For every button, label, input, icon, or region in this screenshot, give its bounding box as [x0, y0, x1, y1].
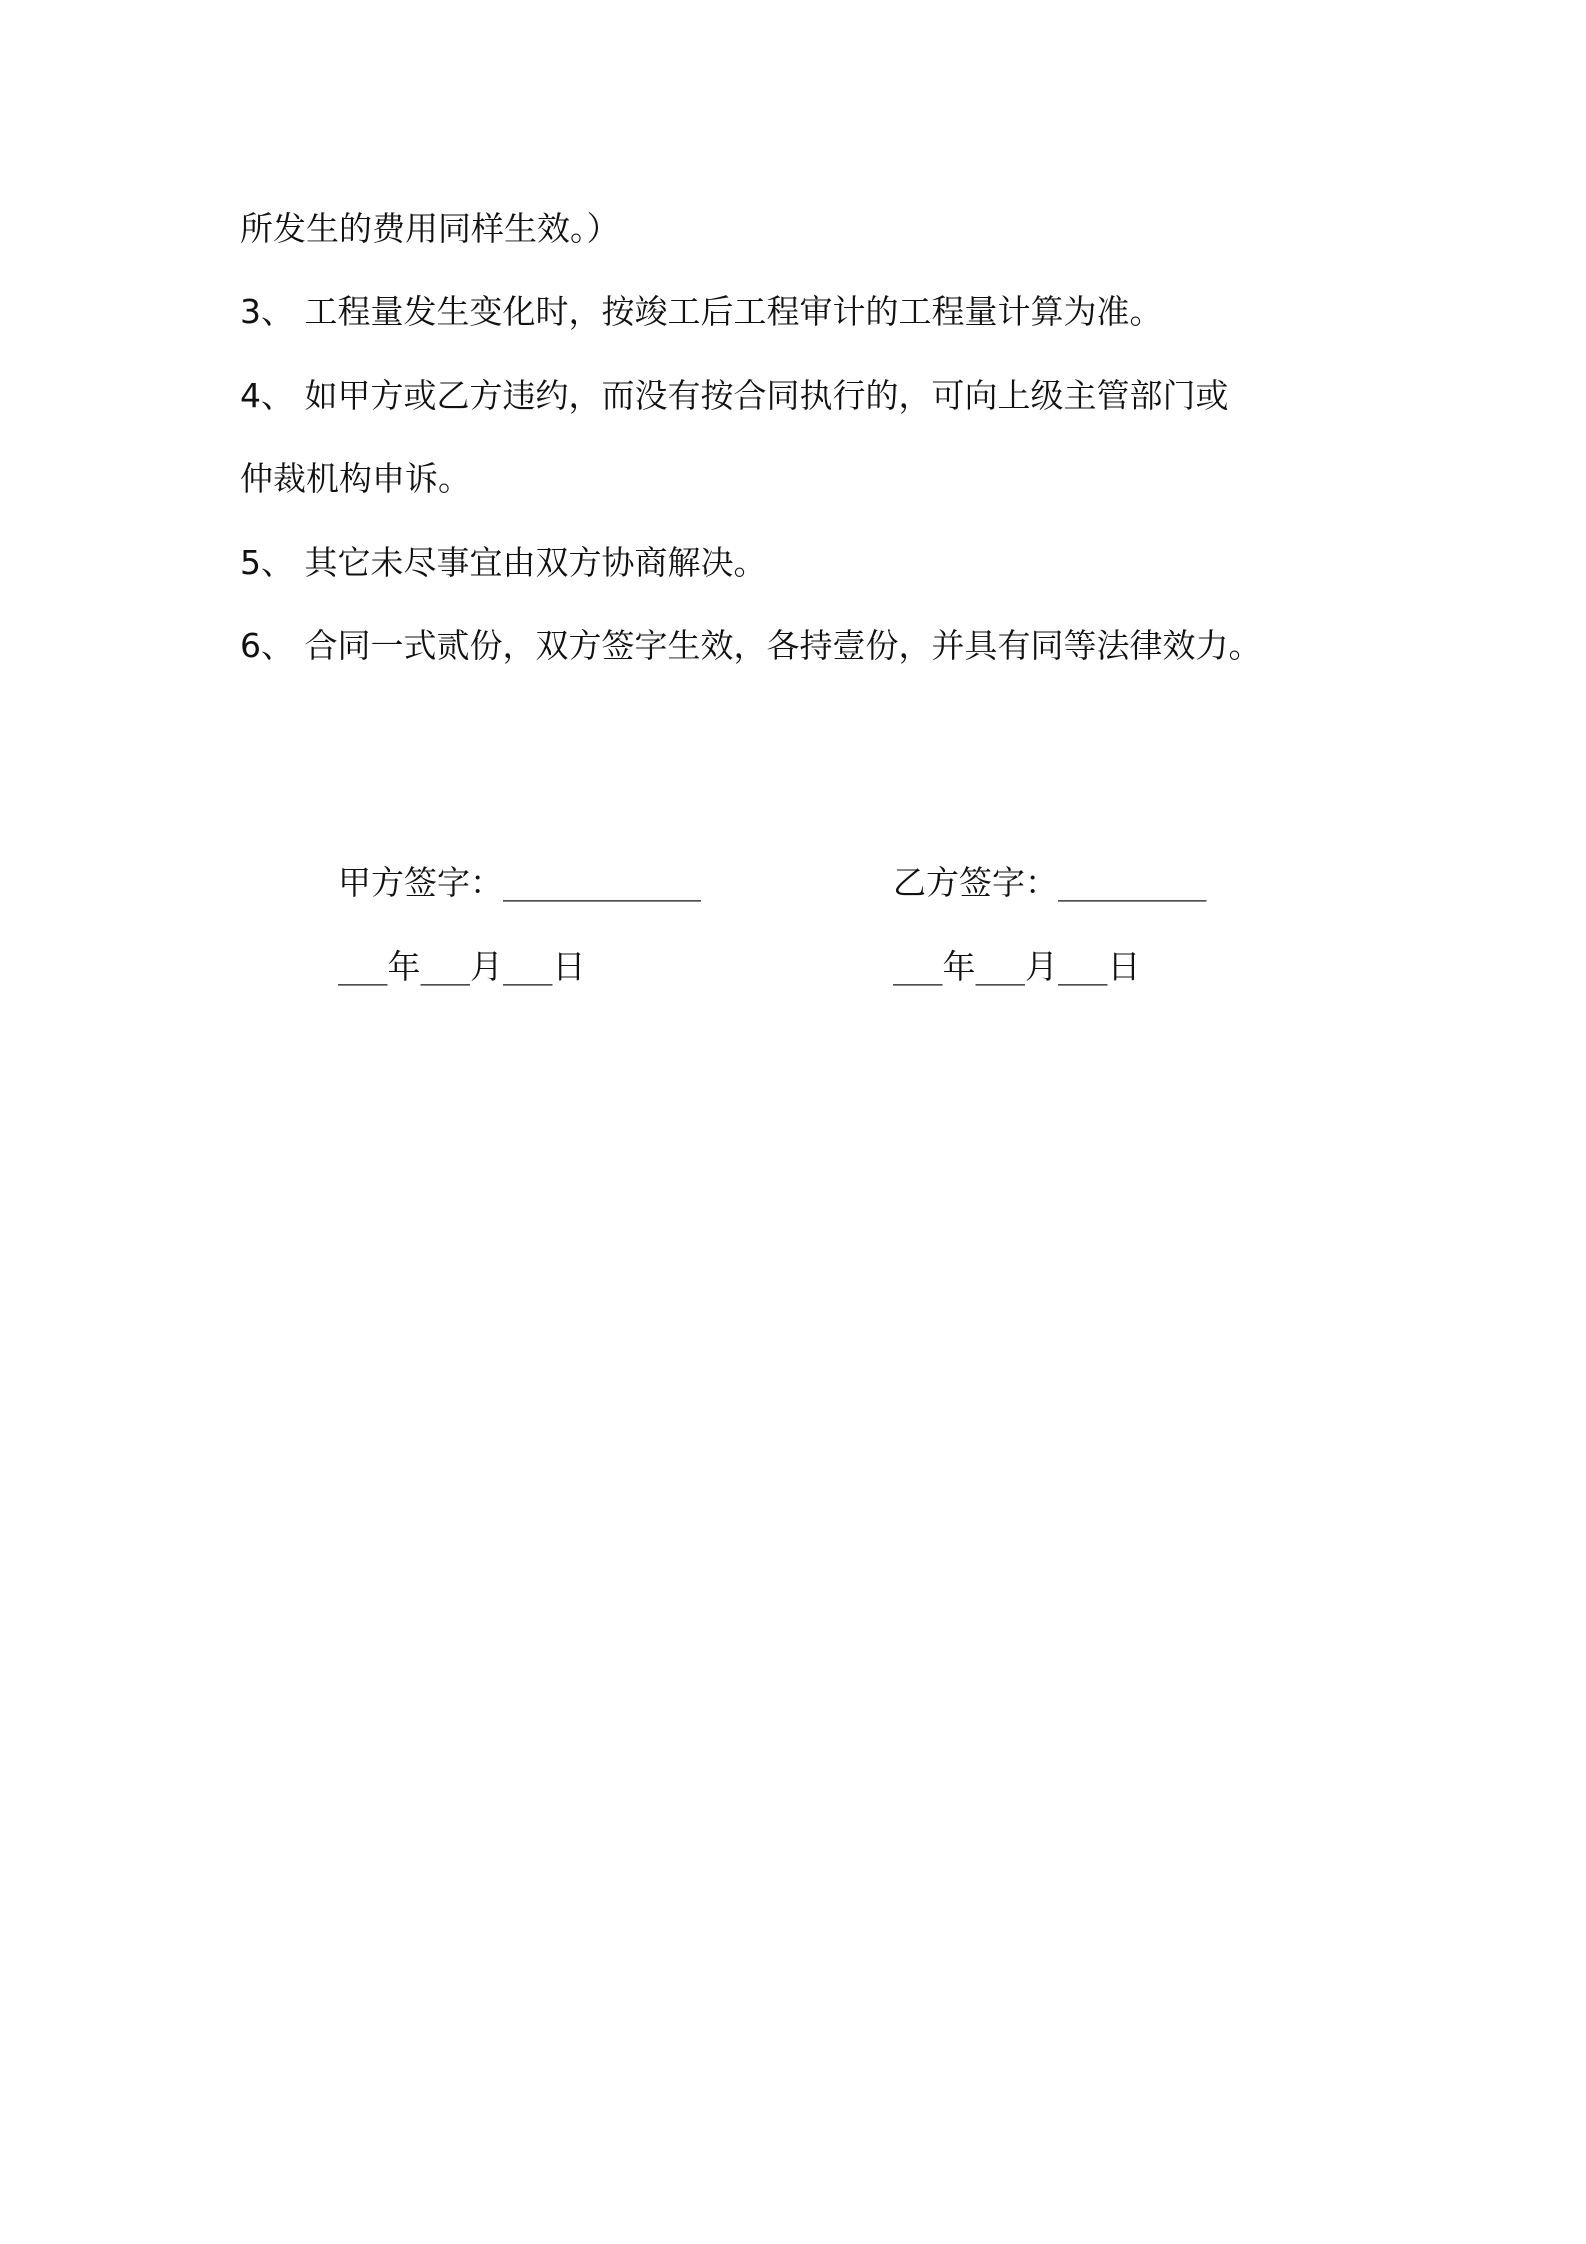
party-b-date-line: ___年___月___日	[893, 947, 1141, 986]
paragraph-continuation: 所发生的费用同样生效。）	[240, 209, 620, 248]
party-a-signature-line: 甲方签字：____________	[338, 863, 701, 902]
clause-4-continuation: 仲裁机构申诉。	[240, 459, 471, 498]
party-b-signature-line: 乙方签字：_________	[893, 863, 1207, 902]
clause-6: 6、 合同一式贰份，双方签字生效，各持壹份，并具有同等法律效力。	[240, 626, 1262, 665]
party-a-date-line: ___年___月___日	[338, 947, 586, 986]
clause-5: 5、 其它未尽事宜由双方协商解决。	[240, 543, 767, 582]
clause-4: 4、 如甲方或乙方违约，而没有按合同执行的，可向上级主管部门或	[240, 376, 1229, 415]
clause-3: 3、 工程量发生变化时，按竣工后工程审计的工程量计算为准。	[240, 292, 1163, 331]
